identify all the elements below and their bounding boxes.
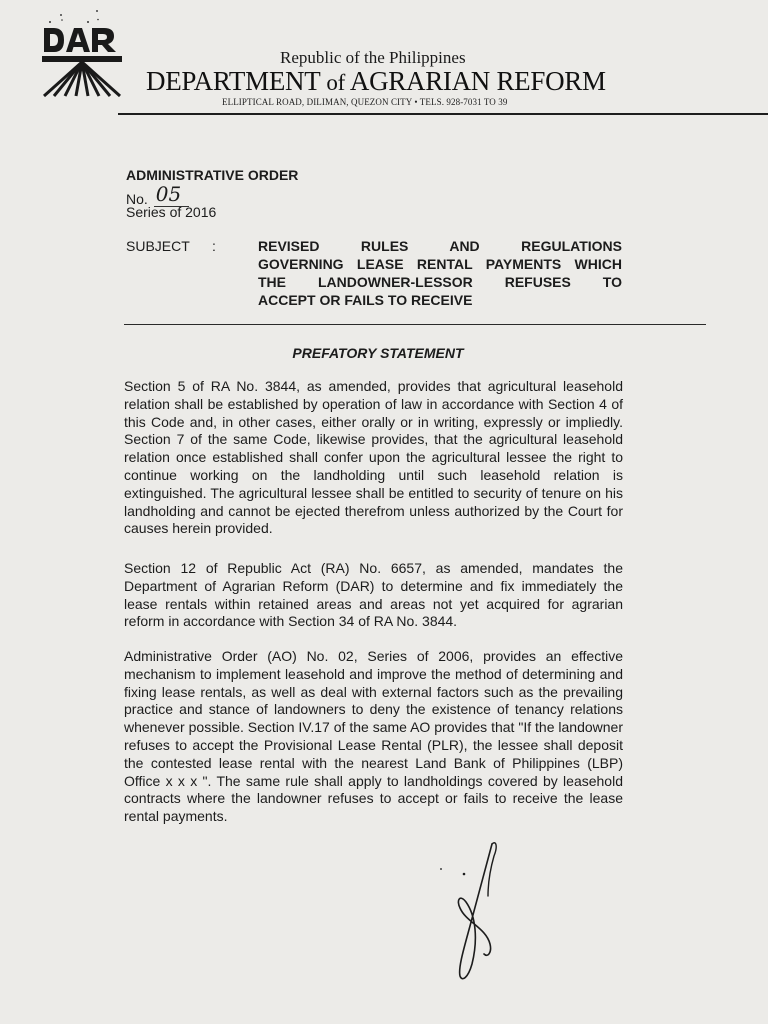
subject-line: THE LANDOWNER-LESSOR REFUSES TO [258, 274, 622, 290]
paragraph: Administrative Order (AO) No. 02, Series of 2006, provides an effective mechanism to implement leasehold and improve the method of determining and fixing lease rentals, as well as deal with external factors such as the prevailing practice and stance of landowners to deny the existence of tenancy relations whenever possible. Section IV.17 of the same AO provides that "If the landowner refuses to accept the Provisional Lease Rental (PLR), the lessee shall deposit the contested lease rental with the nearest Land Bank of Philippines (LBP) Office x x x ". The same rule shall apply to landholdings covered by leasehold contracts where the landowner refuses to accept or fails to receive the lease rental payments. [124, 648, 623, 825]
letterhead-republic: Republic of the Philippines [280, 48, 466, 67]
subject-colon: : [212, 238, 216, 254]
paragraph: Section 5 of RA No. 3844, as amended, provides that agricultural leasehold relation shall be established by operation of law in accordance with Section 4 of this Code and, in other cases, either orally or in writing, expressly or impliedly. Section 7 of the same Code, likewise provides, that the agricultural leasehold relation once established shall confer upon the agricultural lessee the right to continue working on the landholding until such leasehold relation is extinguished. The agricultural lessee shall be entitled to security of tenure on his landholding and cannot be ejected therefrom unless authorized by the Court for causes herein provided. [124, 378, 623, 537]
order-number-handwritten: 05 [154, 182, 189, 207]
order-number-label: No. [126, 191, 148, 207]
prefatory-heading [0, 345, 768, 361]
subject-label: SUBJECT [126, 238, 190, 254]
order-series: Series of 2016 [126, 204, 217, 220]
dept-word-agrarian-reform: AGRARIAN REFORM [349, 66, 606, 96]
letterhead-department [146, 66, 606, 97]
subject-text [258, 237, 622, 309]
subject-line: GOVERNING LEASE RENTAL PAYMENTS WHICH [258, 256, 622, 272]
handwritten-signature [430, 836, 530, 986]
paragraph: Section 12 of Republic Act (RA) No. 6657, as amended, mandates the Department of Agrarian Reform (DAR) to determine and fix immediately the lease rentals within retained areas and areas not yet acquired for agrarian reform in accordance with Section 34 of RA No. 3844. [124, 560, 623, 630]
order-title: ADMINISTRATIVE ORDER [126, 167, 299, 183]
subject-line: REVISED RULES AND REGULATIONS [258, 238, 622, 254]
scan-speck [440, 868, 442, 870]
letterhead-address: ELLIPTICAL ROAD, DILIMAN, QUEZON CITY • TELS. 928-7031 TO 39 [222, 97, 508, 107]
subject-line: ACCEPT OR FAILS TO RECEIVE [258, 292, 473, 308]
prefatory-heading-text: PREFATORY STATEMENT [292, 345, 464, 361]
letterhead-rule [118, 113, 768, 115]
dept-word-of: of [326, 70, 345, 95]
scan-speck [60, 14, 62, 16]
dar-logo [40, 18, 124, 98]
dept-word-department: DEPARTMENT [146, 66, 320, 96]
subject-rule [124, 324, 706, 325]
scan-speck [96, 10, 98, 12]
